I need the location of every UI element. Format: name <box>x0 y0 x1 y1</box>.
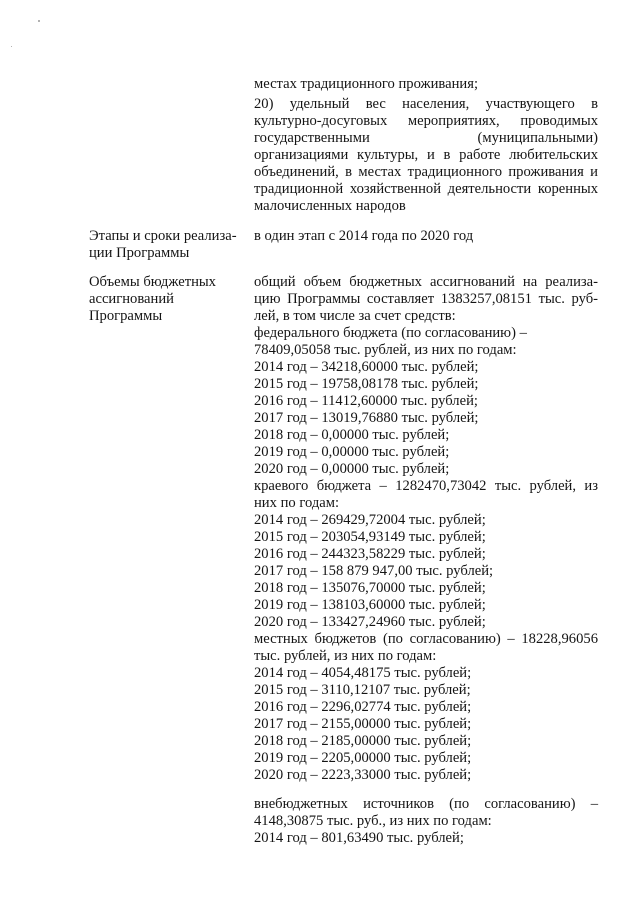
budget-line: 2019 год – 0,00000 тыс. рублей; <box>254 444 450 460</box>
text-fragment: государственными <box>254 130 370 146</box>
row-value-stages: в один этап с 2014 года по 2020 год <box>254 228 474 244</box>
text-fragment: (муниципальными) <box>477 130 598 146</box>
budget-line: общий объем бюджетных ассигнований на реализа- <box>254 274 598 290</box>
budget-line: 2015 год – 19758,08178 тыс. рублей; <box>254 376 479 392</box>
budget-line: 2018 год – 2185,00000 тыс. рублей; <box>254 733 472 749</box>
budget-line: 2014 год – 801,63490 тыс. рублей; <box>254 830 464 846</box>
budget-line: краевого бюджета – 1282470,73042 тыс. рублей, из <box>254 478 598 494</box>
budget-line: местных бюджетов (по согласованию) – 18228,96056 <box>254 631 598 647</box>
budget-line: внебюджетных источников (по согласованию) – <box>254 796 598 812</box>
budget-line: 2015 год – 203054,93149 тыс. рублей; <box>254 529 486 545</box>
budget-line: 2016 год – 2296,02774 тыс. рублей; <box>254 699 472 715</box>
budget-line: 2016 год – 11412,60000 тыс. рублей; <box>254 393 478 409</box>
budget-line: 2016 год – 244323,58229 тыс. рублей; <box>254 546 486 562</box>
budget-line: 2020 год – 133427,24960 тыс. рублей; <box>254 614 486 630</box>
row-label-budget: ассигнований <box>89 291 174 307</box>
text-line: объединений, в местах традиционного проживания и <box>254 164 598 180</box>
text-line: малочисленных народов <box>254 198 406 214</box>
budget-line: цию Программы составляет 1383257,08151 тыс. руб- <box>254 291 598 307</box>
budget-line: 2015 год – 3110,12107 тыс. рублей; <box>254 682 471 698</box>
text-line: культурно-досуговых мероприятиях, проводимых <box>254 113 598 129</box>
budget-line: 2014 год – 4054,48175 тыс. рублей; <box>254 665 472 681</box>
text-line: традиционной хозяйственной деятельности коренных <box>254 181 598 197</box>
row-label-stages: ции Программы <box>89 245 190 261</box>
budget-line: 2017 год – 2155,00000 тыс. рублей; <box>254 716 472 732</box>
budget-line: тыс. рублей, из них по годам: <box>254 648 437 664</box>
budget-line: федерального бюджета (по согласованию) – <box>254 325 527 341</box>
budget-line: 2018 год – 135076,70000 тыс. рублей; <box>254 580 486 596</box>
budget-line: 2019 год – 138103,60000 тыс. рублей; <box>254 597 486 613</box>
scan-speck <box>38 20 40 22</box>
text-line: организациями культуры, и в работе любительских <box>254 147 598 163</box>
text-line: 20) удельный вес населения, участвующего в <box>254 96 598 112</box>
budget-line: 4148,30875 тыс. руб., из них по годам: <box>254 813 492 829</box>
budget-line: 2019 год – 2205,00000 тыс. рублей; <box>254 750 472 766</box>
budget-line: 2014 год – 269429,72004 тыс. рублей; <box>254 512 486 528</box>
budget-line: лей, в том числе за счет средств: <box>254 308 456 324</box>
text-line <box>254 130 598 147</box>
budget-line: 78409,05058 тыс. рублей, из них по годам: <box>254 342 517 358</box>
budget-line: 2020 год – 0,00000 тыс. рублей; <box>254 461 450 477</box>
row-label-stages: Этапы и сроки реализа- <box>89 228 237 244</box>
row-label-budget: Объемы бюджетных <box>89 274 216 290</box>
budget-line: 2014 год – 34218,60000 тыс. рублей; <box>254 359 479 375</box>
budget-line: 2020 год – 2223,33000 тыс. рублей; <box>254 767 472 783</box>
budget-line: 2018 год – 0,00000 тыс. рублей; <box>254 427 450 443</box>
budget-line: 2017 год – 13019,76880 тыс. рублей; <box>254 410 479 426</box>
row-label-budget: Программы <box>89 308 163 324</box>
budget-line: 2017 год – 158 879 947,00 тыс. рублей; <box>254 563 494 579</box>
scan-speck <box>11 46 12 47</box>
budget-line: них по годам: <box>254 495 340 511</box>
text-line: местах традиционного проживания; <box>254 76 478 92</box>
